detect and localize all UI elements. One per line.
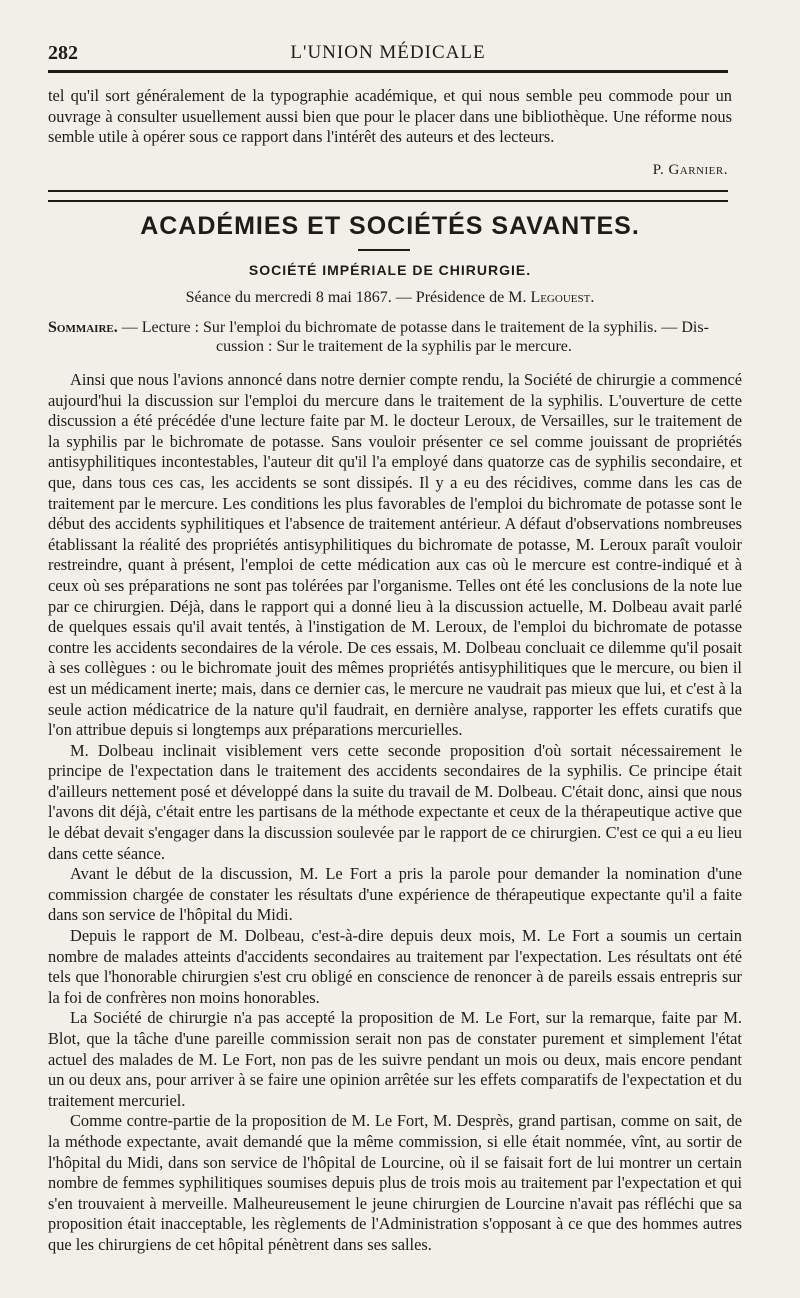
president-name: Legouest: [530, 289, 591, 306]
summary-text-1: — Lecture : Sur l'emploi du bichromate de potasse dans le traitement de la syphilis. — Dis-: [117, 319, 709, 336]
summary-text-2: cussion : Sur le traitement de la syphilis par le mercure.: [216, 338, 572, 355]
session-end: .: [590, 289, 595, 306]
session-line: [0, 289, 780, 307]
author-signature: P. Garnier.: [652, 162, 728, 178]
running-head: [48, 40, 728, 68]
society-name: SOCIÉTÉ IMPÉRIALE DE CHIRURGIE.: [248, 262, 532, 278]
article-body: [48, 370, 742, 1256]
body-paragraph: Depuis le rapport de M. Dolbeau, c'est-à-dire depuis deux mois, M. Le Fort a soumis un certain nombre de malades atteints d'accidents secondaires au traitement par l'expectation. Les résultats ont été tels que l'honorable chirurgien s'est cru obligé en conscience de renoncer à de pareils essais entrepris sur la foi de confrères non moins honorables.: [48, 926, 742, 1007]
body-paragraph: La Société de chirurgie n'a pas accepté la proposition de M. Le Fort, sur la remarque, faite par M. Blot, que la tâche d'une pareille commission serait non pas de constater purement et simplement l'état actuel des malades de M. Le Fort, non pas de les suivre pendant un mois ou deux, mais encore pendant un ou deux ans, pour arriver à se faire une opinion arrêtée sur les effets comparatifs de l'expectation et du traitement mercuriel.: [48, 1008, 742, 1110]
intro-paragraph: [48, 86, 732, 148]
section-rule: [48, 190, 728, 202]
journal-title: L'UNION MÉDICALE: [290, 42, 486, 63]
title-underline: [358, 249, 410, 251]
intro-text: tel qu'il sort généralement de la typographie académique, et qui nous semble peu commode pour un ouvrage à consulter usuellement aussi bien que pour le placer dans une bibliothèque. Une réforme nous semble utile à opérer sous ce rapport dans l'intérêt des auteurs et des lecteurs.: [48, 86, 732, 146]
section-title: ACADÉMIES ET SOCIÉTÉS SAVANTES.: [140, 212, 640, 240]
session-text: Séance du mercredi 8 mai 1867. — Présidence de M.: [185, 289, 531, 306]
body-paragraph: M. Dolbeau inclinait visiblement vers cette seconde proposition d'où sortait nécessairement le principe de l'expectation dans le traitement des accidents secondaires de la syphilis. Ce principe était d'ailleurs nettement posé et développé dans la suite du travail de M. Dolbeau. C'était donc, ainsi que nous l'avons dit déjà, c'était entre les partisans de la méthode expectante et ceux de la thérapeutique active que le débat devait s'engager dans la discussion soulevée par le rapport de ce chirurgien. C'est ce qui a eu lieu dans cette séance.: [48, 740, 742, 863]
page-number: 282: [48, 42, 78, 64]
summary: [48, 318, 734, 356]
body-paragraph: Ainsi que nous l'avions annoncé dans notre dernier compte rendu, la Société de chirurgie a commencé aujourd'hui la discussion sur l'emploi du mercure dans le traitement de la syphilis. L'ouverture de cette discussion a été précédée d'une lecture faite par M. le docteur Leroux, de Versailles, sur le traitement de la syphilis par le bichromate de potasse. Sans vouloir présenter ce sel comme jouissant de propriétés antisyphilitiques incontestables, l'auteur dit qu'il l'a employé dans quatorze cas de syphilis secondaire, et que, dans tous ces cas, les accidents se sont dissipés. Il y a eu des récidives, comme dans les cas de traitement par le mercure. Les conditions les plus favorables de l'emploi du bichromate de potasse sont le début des accidents syphilitiques et l'absence de traitement antérieur. A défaut d'observations nombreuses établissant la réalité des propriétés antisyphilitiques du bichromate de potasse, M. Leroux paraît vouloir restreindre, quant à présent, l'emploi de cette médication aux cas où le mercure est contre-indiqué et à ceux où ses préparations ne sont pas tolérées par l'organisme. Telles ont été les conclusions de la note lue par ce chirurgien. Déjà, dans le rapport qui a donné lieu à la discussion actuelle, M. Dolbeau avait parlé de quelques essais qu'il avait tentés, à l'instigation de M. Leroux, de l'emploi du bichromate de potasse contre les accidents secondaires de la vérole. De ces essais, M. Dolbeau concluait ce dilemme qu'il posait à ses collègues : ou le bichromate jouit des mêmes propriétés antisyphilitiques que le mercure, ou bien il est un médicament inerte; mais, dans ce dernier cas, le mercure ne vaudrait pas mieux que lui, et c'est à la seule action médicatrice de la nature qu'il faudrait, en dernière analyse, rapporter les effets curatifs que l'on attribue depuis si longtemps aux préparations mercurielles.: [48, 370, 742, 740]
header-rule: [48, 70, 728, 73]
body-paragraph: Avant le début de la discussion, M. Le Fort a pris la parole pour demander la nomination d'une commission chargée de constater les résultats d'une expérience de thérapeutique expectante qu'il a faite dans son service de l'hôpital du Midi.: [48, 864, 742, 925]
summary-label: Sommaire.: [48, 319, 118, 336]
summary-line-1: [48, 318, 734, 337]
body-paragraph: Comme contre-partie de la proposition de M. Le Fort, M. Desprès, grand partisan, comme on sait, de la méthode expectante, avait demandé que la même commission, si elle était nommée, vînt, au sortir de l'hôpital du Midi, dans son service de l'hôpital de Lourcine, où il se faisait fort de lui montrer un certain nombre de femmes syphilitiques soumises depuis plus de trois mois au traitement par l'expectation et qui s'en trouvaient à merveille. Malheureusement le jeune chirurgien de Lourcine n'avait pas réfléchi que sa proposition était inacceptable, les règlements de l'Administration s'opposant à ce que des hommes autres que les chirurgiens de cet hôpital pénètrent dans ses salles.: [48, 1111, 742, 1254]
